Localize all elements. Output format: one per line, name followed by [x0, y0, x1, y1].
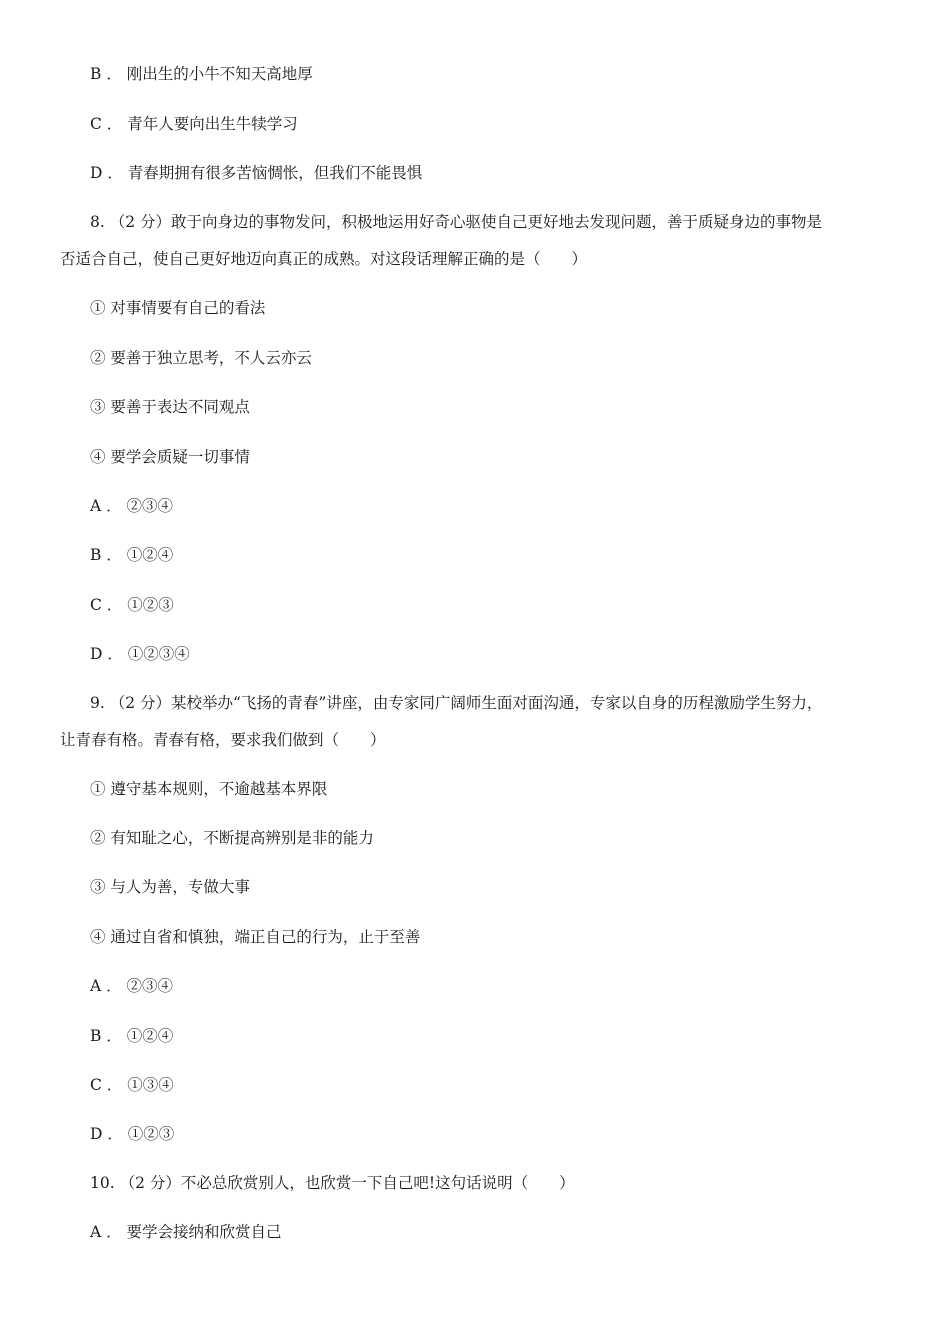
q8-stem-line2: 否适合自己，使自己更好地迈向真正的成熟。对这段话理解正确的是（ ） [60, 250, 588, 268]
q9-stem-line1: 9. （2 分）某校举办“飞扬的青春”讲座，由专家同广阔师生面对面沟通，专家以自身的历程激励学生努力， [90, 694, 823, 712]
q7-option-d: D ． 青春期拥有很多苦恼惆怅，但我们不能畏惧 [90, 164, 423, 182]
q8-option-c: C ． ①②③ [90, 596, 174, 614]
q9-stem-line2: 让青春有格。青春有格，要求我们做到（ ） [60, 731, 386, 749]
q9-option-b: B ． ①②④ [90, 1027, 174, 1045]
q7-option-c: C ． 青年人要向出生牛犊学习 [90, 115, 298, 133]
q9-statement-3: ③ 与人为善，专做大事 [90, 878, 250, 896]
q10-option-a: A ． 要学会接纳和欣赏自己 [90, 1223, 282, 1241]
q8-option-d: D ． ①②③④ [90, 645, 190, 663]
q8-statement-1: ① 对事情要有自己的看法 [90, 299, 266, 317]
q8-statement-2: ② 要善于独立思考，不人云亦云 [90, 349, 312, 367]
q8-statement-4: ④ 要学会质疑一切事情 [90, 448, 250, 466]
q9-option-a: A ． ②③④ [90, 977, 174, 995]
q8-statement-3: ③ 要善于表达不同观点 [90, 398, 250, 416]
q10-stem: 10. （2 分）不必总欣赏别人，也欣赏一下自己吧!这句话说明（ ） [90, 1174, 575, 1192]
q9-option-c: C ． ①③④ [90, 1076, 174, 1094]
q9-statement-2: ② 有知耻之心，不断提高辨别是非的能力 [90, 829, 374, 847]
q7-option-b: B ． 刚出生的小牛不知天高地厚 [90, 65, 313, 83]
q8-option-a: A ． ②③④ [90, 497, 174, 515]
q8-option-b: B ． ①②④ [90, 546, 174, 564]
q8-stem-line1: 8. （2 分）敢于向身边的事物发问，积极地运用好奇心驱使自己更好地去发现问题，善于质疑身边的事物是 [90, 213, 823, 231]
q9-statement-1: ① 遵守基本规则，不逾越基本界限 [90, 780, 328, 798]
q9-statement-4: ④ 通过自省和慎独，端正自己的行为，止于至善 [90, 928, 421, 946]
q9-option-d: D ． ①②③ [90, 1125, 175, 1143]
